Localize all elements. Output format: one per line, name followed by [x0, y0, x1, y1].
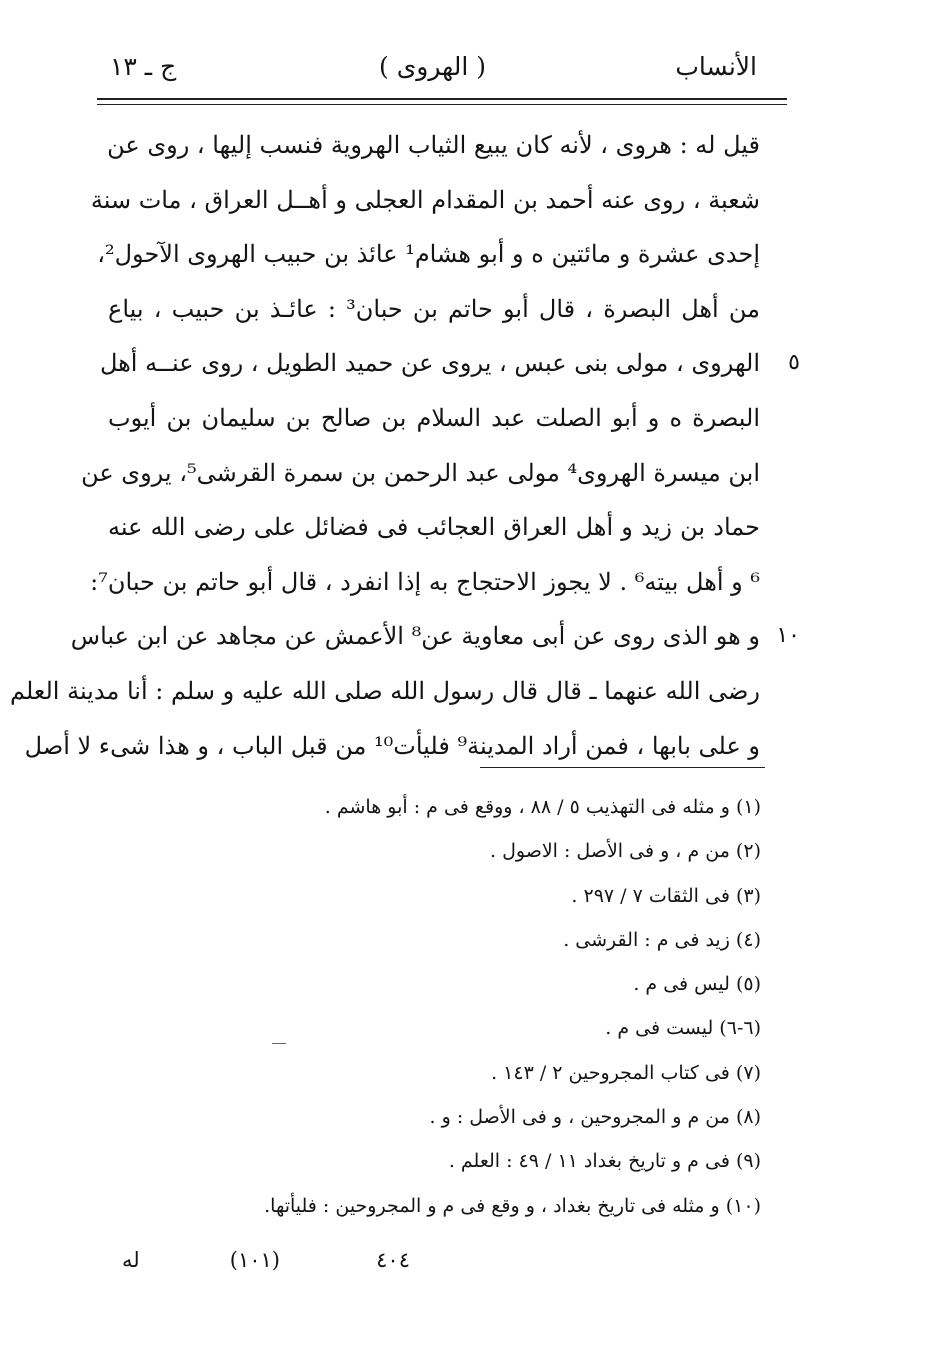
entry-title: ( الهروی ) [379, 52, 486, 81]
line-text: شعبة ، روی عنه أحمد بن المقدام العجلی و أهــل العراق ، مات سنة [90, 185, 760, 214]
line-text: رضی الله عنهما ـ قال قال رسول الله صلی الله علیه و سلم : أنا مدینة العلم [9, 676, 760, 705]
main-text [9, 118, 800, 773]
line-number: ٥ [788, 350, 800, 376]
line-text: و علی بابها ، فمن أراد المدینة⁹ فلیأت¹⁰ من قبل الباب ، و هذا شیء لا أصل [24, 731, 760, 760]
footnotes [201, 785, 761, 1228]
footnote: (٢) من م ، و فی الأصل : الاصول . [490, 840, 761, 863]
header-rule [97, 98, 787, 100]
line-text: إحدی عشرة و مائتین ه و أبو هشام¹ عائذ بن حبیب الهروی الآحول²، [97, 240, 760, 269]
stray-mark [272, 1043, 286, 1044]
text-line [70, 609, 800, 664]
text-line [99, 336, 800, 391]
line-text: ابن میسرة الهروی⁴ مولی عبد الرحمن بن سمرة القرشی⁵، یروی عن [81, 458, 760, 487]
footnote: (٧) فی کتاب المجروحین ٢ / ١٤٣ . [491, 1061, 761, 1084]
text-line [90, 555, 760, 610]
footnote: (٨) من م و المجروحین ، و فی الأصل : و . [429, 1106, 761, 1129]
text-line [81, 446, 760, 501]
text-line [108, 391, 760, 446]
catchword: له [122, 1248, 140, 1272]
footnote: (١٠) و مثله فی تاریخ بغداد ، و وقع فی م و المجروحین : فلیأتها. [264, 1194, 761, 1217]
page-footer [100, 1248, 760, 1280]
text-line [90, 173, 760, 228]
header-rule-thin [97, 104, 787, 105]
footnote: (٦-٦) لیست فی م . [605, 1017, 761, 1040]
book-title: الأنساب [675, 52, 757, 81]
footnote: (٣) فی الثقات ٧ / ٢٩٧ . [571, 884, 761, 907]
text-line [108, 118, 760, 173]
line-text: الهروی ، مولی بنی عبس ، یروی عن حمید الطویل ، روی عنــه أهل [99, 349, 760, 378]
line-text: و هو الذی روی عن أبی معاویة عن⁸ الأعمش عن مجاهد عن ابن عباس [70, 622, 760, 651]
signature-number: (١٠١) [229, 1248, 280, 1272]
page-number: ٤٠٤ [376, 1248, 410, 1272]
text-line [97, 227, 760, 282]
line-number: ١٠ [776, 623, 800, 649]
footnote: (١) و مثله فی التهذیب ٥ / ٨٨ ، ووقع فی م : أبو هاشم . [324, 796, 761, 818]
text-line [9, 664, 760, 719]
footnote: (٤) زید فی م : القرشی . [563, 928, 761, 951]
line-text: البصرة ه و أبو الصلت عبد السلام بن صالح بن سلیمان بن أیوب [108, 403, 760, 432]
footnote: (٥) لیس فی م . [633, 973, 761, 996]
footnote: (٩) فی م و تاریخ بغداد ١١ / ٤٩ : العلم . [448, 1150, 761, 1173]
text-line [108, 282, 760, 337]
running-header [100, 52, 765, 92]
text-line [24, 719, 760, 774]
line-text: حماد بن زید و أهل العراق العجائب فی فضائل علی رضی الله عنه [108, 513, 760, 542]
text-line [108, 500, 760, 555]
line-text: ⁶ و أهل بیته⁶ . لا یجوز الاحتجاج به إذا انفرد ، قال أبو حاتم بن حبان⁷: [90, 567, 760, 596]
volume-label: ج ـ ١٣ [110, 52, 177, 81]
line-text: قیل له : هروی ، لأنه کان یبیع الثیاب الهرویة فنسب إلیها ، روی عن [107, 131, 760, 159]
footnote-separator [480, 767, 765, 768]
line-text: من أهل البصرة ، قال أبو حاتم بن حبان³ : عائـذ بن حبیب ، بیاع [108, 294, 760, 323]
